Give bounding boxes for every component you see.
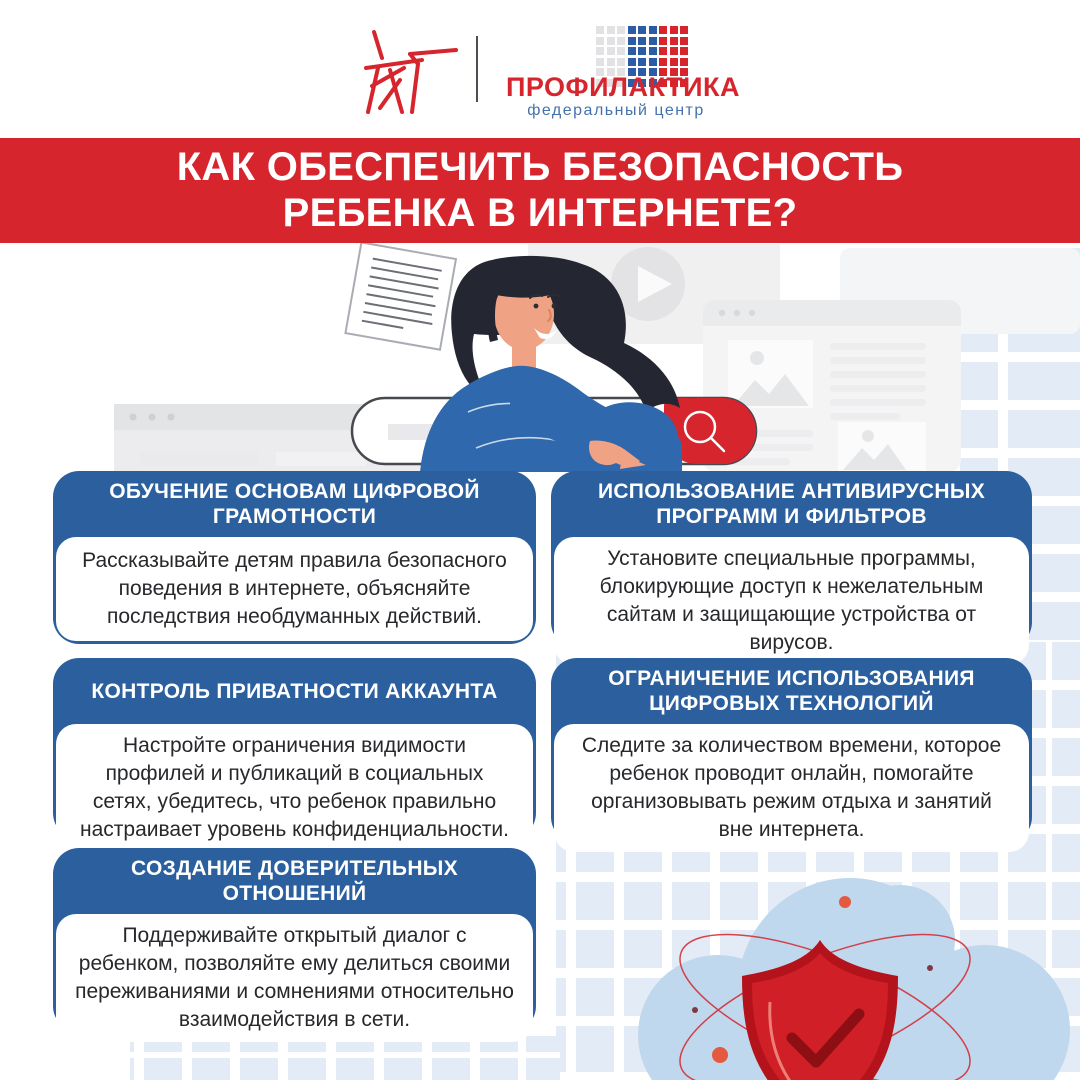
internet-search-illustration — [0, 240, 1080, 472]
logo-bar — [0, 0, 1080, 138]
checker-pattern-bottom-strip — [130, 1036, 560, 1080]
page-title-line1: КАК ОБЕСПЕЧИТЬ БЕЗОПАСНОСТЬ — [176, 145, 904, 190]
card-text: Настройте ограничения видимости профилей и публикаций в социальных сетях, убедитесь, что ребенок правильно настраивает уровень конфиденциальности. — [80, 734, 509, 841]
card-text: Поддерживайте открытый диалог с ребенком, позволяйте ему делиться своими переживаниями и сомнениями относительно взаимодействия в сети. — [75, 924, 514, 1031]
chair-logo-icon — [352, 24, 464, 118]
cloud-shield-illustration — [600, 840, 1080, 1080]
card-title: КОНТРОЛЬ ПРИВАТНОСТИ АККАУНТА — [91, 679, 498, 703]
card-text: Установите специальные программы, блокирующие доступ к нежелательным сайтам и защищающие устройства от вирусов. — [599, 547, 984, 654]
card-title: ОБУЧЕНИЕ ОСНОВАМ ЦИФРОВОЙ ГРАМОТНОСТИ — [109, 480, 480, 528]
card-antivirus — [551, 471, 1032, 654]
title-banner — [0, 138, 1080, 243]
card-title: СОЗДАНИЕ ДОВЕРИТЕЛЬНЫХ ОТНОШЕНИЙ — [131, 857, 458, 905]
card-title: ИСПОЛЬЗОВАНИЕ АНТИВИРУСНЫХ ПРОГРАММ И ФИЛЬТРОВ — [597, 480, 986, 528]
card-title: ОГРАНИЧЕНИЕ ИСПОЛЬЗОВАНИЯ ЦИФРОВЫХ ТЕХНОЛОГИЙ — [608, 667, 975, 715]
card-digital-literacy — [53, 471, 536, 644]
card-trust-relations — [53, 848, 536, 1032]
page-title-line2: РЕБЕНКА В ИНТЕРНЕТЕ? — [282, 190, 798, 235]
brand-subtitle: федеральный центр — [527, 102, 705, 119]
document-sheet-icon — [345, 242, 456, 349]
card-screen-time — [551, 658, 1032, 843]
card-privacy-control — [53, 658, 536, 839]
brand-name: ПРОФИЛАКТИКА — [506, 72, 740, 102]
card-text: Следите за количеством времени, которое ребенок проводит онлайн, помогайте организовывать режим отдыха и занятий вне интернета. — [581, 734, 1002, 841]
logo-divider — [476, 36, 478, 102]
card-text: Рассказывайте детям правила безопасного поведения в интернете, объясняйте последствия необдуманных действий. — [82, 549, 507, 628]
